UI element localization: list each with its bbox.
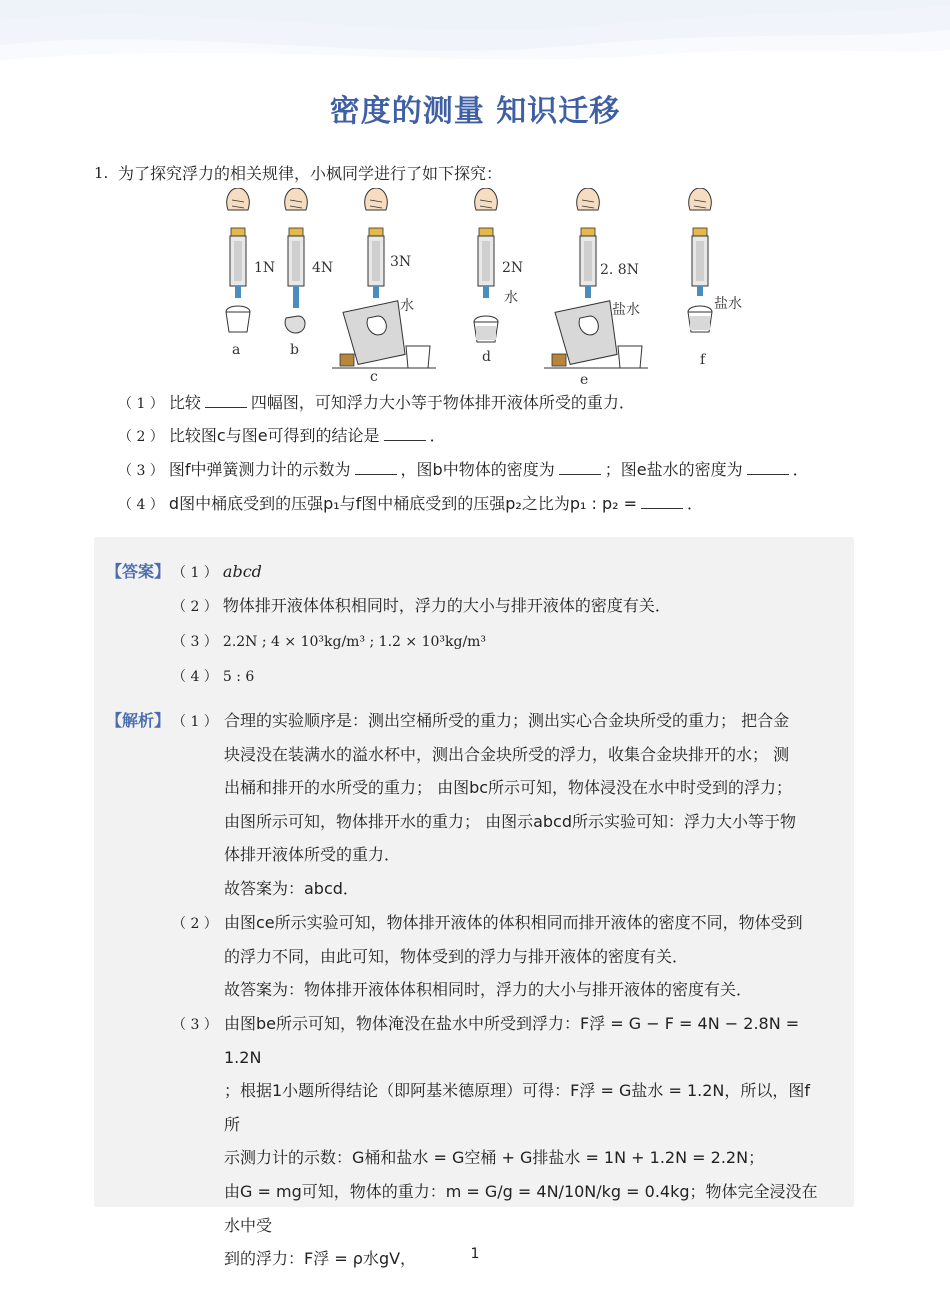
analysis-part-2: 由图ce所示实验可知，物体排开液体的体积相同而排开液体的密度不同，物体受到 的浮力不同，由此可知，物体受到的浮力与排开液体的密度有关． 故答案为：物体排开液体体积相同时，浮力的大小与排开液体的密度有关． — [224, 913, 803, 1000]
answer-blank[interactable] — [355, 460, 397, 475]
answer-item-2: （ 2 ） 物体排开液体体积相同时，浮力的大小与排开液体的密度有关． — [172, 596, 671, 615]
liquid-e: 盐水 — [612, 302, 640, 318]
answer-blank[interactable] — [641, 494, 683, 509]
figure-label-b: b — [290, 342, 299, 358]
figure-label-f: f — [700, 352, 706, 368]
reading-a: 1N — [254, 260, 276, 276]
figure-label-d: d — [482, 349, 491, 365]
sub-question-3: （ 3 ） 图f中弹簧测力计的示数为 ，图b中物体的密度为 ；图e盐水的密度为 ． — [118, 460, 809, 479]
liquid-d: 水 — [504, 290, 518, 306]
page-number: 1 — [470, 1246, 480, 1262]
analysis-index-2: （ 2 ） — [172, 916, 218, 932]
reading-d: 2N — [502, 260, 524, 276]
answer-blank[interactable] — [559, 460, 601, 475]
sub-question-2: （ 2 ） 比较图c与图e可得到的结论是 ． — [118, 426, 446, 445]
experiment-figure — [200, 188, 760, 388]
reading-b: 4N — [312, 260, 334, 276]
answer-item-4: （ 4 ） 5 : 6 — [172, 669, 255, 685]
answer-item-1: （ 1 ） abcd — [172, 562, 262, 581]
question-stem: 为了探究浮力的相关规律，小枫同学进行了如下探究： — [118, 164, 503, 183]
sub-question-1: （ 1 ） 比较 四幅图，可知浮力大小等于物体排开液体所受的重力． — [118, 393, 635, 412]
answer-tag: 【答案】 — [106, 562, 171, 581]
answer-item-3: （ 3 ） 2.2N ; 4 × 10³kg/m³ ; 1.2 × 10³kg/m³ — [172, 634, 487, 650]
analysis-index-3: （ 3 ） — [172, 1017, 218, 1033]
figure-label-e: e — [580, 372, 589, 388]
answer-blank[interactable] — [747, 460, 789, 475]
answer-blank[interactable] — [205, 393, 247, 408]
liquid-c: 水 — [400, 298, 414, 314]
question-number: 1. — [94, 164, 109, 182]
page-title: 密度的测量 知识迁移 — [329, 94, 621, 129]
header-wave-decoration — [0, 0, 950, 70]
sub-question-4: （ 4 ） d图中桶底受到的压强p₁与f图中桶底受到的压强p₂之比为p₁ : p₂ = ． — [118, 494, 704, 513]
analysis-part-3: 由图be所示可知，物体淹没在盐水中所受到浮力：F浮 = G − F = 4N − 2.8N = 1.2N ；根据1小题所得结论（即阿基米德原理）可得：F浮 = G盐水 = 1.2N，所以，图f所 示测力计的示数：G桶和盐水 = G空桶 + G排盐水 = 1N + 1.2N = 2.2N； 由G = mg可知，物体的重力：m = G/g = 4N/10N/kg = 0.4kg；物体完全浸没在水中受 到的浮力：F浮 = ρ水gV， — [224, 1014, 818, 1269]
analysis-index-1: （ 1 ） — [172, 714, 218, 730]
analysis-tag: 【解析】 — [106, 711, 171, 730]
liquid-f: 盐水 — [714, 296, 742, 312]
figure-label-c: c — [370, 369, 378, 385]
figure-label-a: a — [232, 342, 241, 358]
analysis-part-1: 合理的实验顺序是：测出空桶所受的重力；测出实心合金块所受的重力； 把合金 块浸没在装满水的溢水杯中，测出合金块所受的浮力，收集合金块排开的水； 测 出桶和排开的水所受的重力； 由图bc所示可知，物体浸没在水中时受到的浮力； 由图所示可知，物体排开水的重力； 由图示abcd所示实验可知：浮力大小等于物 体排开液体所受的重力． 故答案为：abcd． — [224, 711, 797, 898]
reading-e: 2. 8N — [600, 262, 639, 278]
reading-c: 3N — [390, 254, 412, 270]
answer-blank[interactable] — [384, 426, 426, 441]
